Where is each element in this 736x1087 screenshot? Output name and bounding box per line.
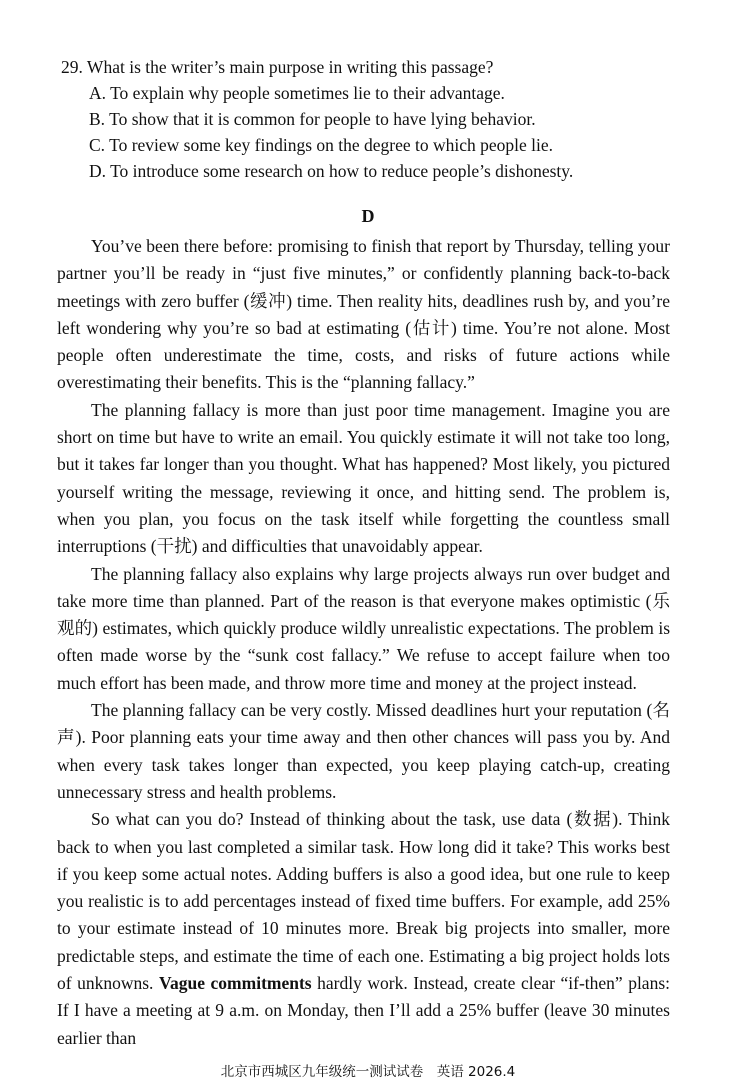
paragraph-5-continuation: hardly work. Instead, create clear “if-then” plans: If I have a meeting at 9 a.m. on Monday, then I’ll add a 25% buffer (leave 30 minutes earlier than (57, 973, 670, 1048)
paragraph-5 (57, 806, 670, 1052)
paragraph-5-text: So what can you do? Instead of thinking about the task, use data (数据). Think back to when you last completed a similar task. How long did it take? This works best if you keep some actual notes. Adding buffers is also a good idea, but one rule to keep you realistic is to add percentages instead of fixed time buffers. For example, add 25% to your estimate instead of 10 minutes more. Break big projects into smaller, more predictable steps, and estimate the time of each one. Estimating a big project holds lots of unknowns. (57, 809, 670, 994)
option-a: A. To explain why people sometimes lie to their advantage. (89, 83, 505, 103)
bold-phrase: Vague commitments (158, 973, 312, 994)
reading-passage (57, 233, 670, 1052)
question-stem: 29. What is the writer’s main purpose in writing this passage? (61, 57, 494, 77)
question-29 (61, 54, 691, 184)
paragraph-3: The planning fallacy also explains why large projects always run over budget and take more time than planned. Part of the reason is that everyone makes optimistic (乐观的) estimates, which quickly produce wildly unrealistic expectations. The problem is often made worse by the “sunk cost fallacy.” We refuse to accept failure when too much effort has been made, and throw more time and money at the project instead. (57, 563, 670, 693)
paragraph-2: The planning fallacy is more than just poor time management. Imagine you are short on time but have to write an email. You quickly estimate it will not take too long, but it takes far longer than you thought. What has happened? Most likely, you pictured yourself writing the message, reviewing it once, and hitting send. The problem is, when you plan, you focus on the task itself while forgetting the countless small interruptions (干扰) and difficulties that unavoidably appear. (57, 399, 670, 557)
paragraph-4: The planning fallacy can be very costly. Missed deadlines hurt your reputation (名声). Poor planning eats your time away and then other chances will pass you by. And when every task takes longer than expected, you keep playing catch-up, creating unnecessary stress and health problems. (57, 700, 670, 802)
page-footer: 北京市西城区九年级统一测试试卷 英语 2026.4 (220, 1064, 516, 1080)
paragraph-1: You’ve been there before: promising to finish that report by Thursday, telling your partner you’ll be ready in “just five minutes,” or confidently planning back-to-back meetings with zero buffer (缓冲) time. Then reality hits, deadlines rush by, and you’re left wondering why you’re so bad at estimating (估计) time. You’re not alone. Most people often underestimate the time, costs, and risks of future actions while overestimating their benefits. This is the “planning fallacy.” (57, 236, 670, 393)
option-d: D. To introduce some research on how to reduce people’s dishonesty. (89, 161, 574, 181)
section-title: D (361, 206, 375, 226)
option-c: C. To review some key findings on the degree to which people lie. (89, 135, 554, 155)
option-b: B. To show that it is common for people to have lying behavior. (89, 109, 536, 129)
